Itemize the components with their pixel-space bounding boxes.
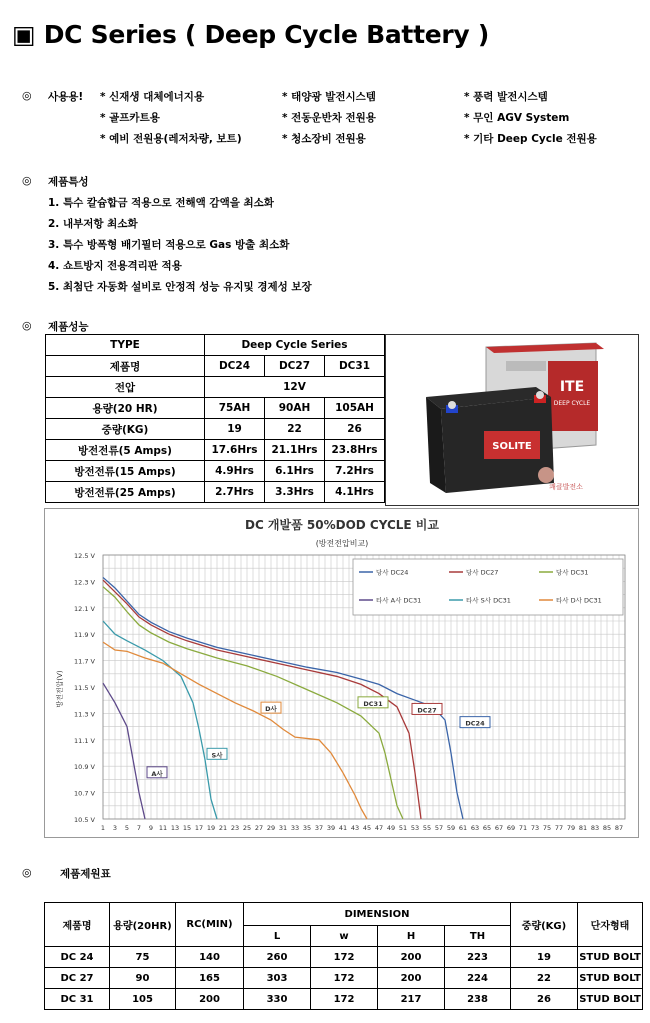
- y-tick-label: 12.5 V: [74, 552, 95, 560]
- x-tick-label: 69: [506, 824, 516, 832]
- header-weight: 중량(KG): [511, 903, 578, 947]
- x-tick-label: 33: [290, 824, 300, 832]
- cell: 23.8Hrs: [325, 440, 385, 461]
- cell: 26: [511, 989, 578, 1010]
- cell: DC 24: [45, 947, 110, 968]
- x-tick-label: 51: [398, 824, 408, 832]
- section-mark-icon: ◎: [22, 174, 32, 187]
- cell: STUD BOLT: [578, 947, 643, 968]
- usage-item: * 예비 전원용(레저차량, 보트): [100, 133, 242, 145]
- cell: 75: [110, 947, 176, 968]
- y-tick-label: 12.3 V: [74, 578, 95, 587]
- discharge-chart: [44, 508, 639, 838]
- section-mark-icon: ◎: [22, 89, 32, 102]
- chart-svg: [45, 509, 638, 837]
- x-tick-label: 73: [530, 824, 540, 832]
- cell: 200: [176, 989, 244, 1010]
- legend-label: 당사 DC24: [376, 568, 409, 577]
- cell: 26: [325, 419, 385, 440]
- cell: 90: [110, 968, 176, 989]
- features-label: 제품특성: [48, 176, 89, 188]
- y-tick-label: 11.5 V: [74, 684, 95, 692]
- cell: STUD BOLT: [578, 968, 643, 989]
- x-tick-label: 3: [112, 824, 118, 832]
- chart-title: DC 개발품 50%DOD CYCLE 비교: [244, 518, 440, 532]
- cell: STUD BOLT: [578, 989, 643, 1010]
- x-tick-label: 29: [266, 824, 276, 832]
- y-tick-label: 10.7 V: [74, 789, 95, 798]
- legend-label: 당사 DC31: [556, 568, 589, 577]
- cell: 19: [511, 947, 578, 968]
- cell: 223: [445, 947, 511, 968]
- x-tick-label: 9: [148, 824, 154, 832]
- y-tick-label: 10.9 V: [74, 763, 95, 772]
- battery-brand-text: SOLITE: [492, 441, 532, 452]
- x-tick-label: 31: [278, 824, 288, 832]
- table-row: [46, 377, 385, 398]
- legend-label: 타사 D사 DC31: [556, 596, 602, 605]
- table-row: [45, 947, 643, 968]
- x-tick-label: 55: [422, 824, 432, 832]
- feature-item: 1. 특수 칼슘합금 적용으로 전해액 감액을 최소화: [48, 197, 274, 209]
- y-tick-label: 11.3 V: [74, 710, 95, 719]
- usage-item: * 태양광 발전시스템: [282, 91, 376, 103]
- cell: 172: [311, 947, 378, 968]
- x-tick-label: 21: [218, 824, 228, 832]
- callout-label: DC24: [465, 719, 485, 728]
- table-row: [46, 440, 385, 461]
- x-tick-label: 11: [158, 824, 168, 832]
- usage-item: * 풍력 발전시스템: [464, 91, 548, 103]
- x-tick-label: 13: [170, 824, 180, 832]
- dimensions-label: 제품제원표: [60, 868, 111, 880]
- cell: DC24: [205, 356, 265, 377]
- cell: DC27: [265, 356, 325, 377]
- y-tick-label: 11.9 V: [74, 631, 95, 640]
- cell: DC 31: [45, 989, 110, 1010]
- usage-item: * 기타 Deep Cycle 전원용: [464, 133, 597, 145]
- cell: 17.6Hrs: [205, 440, 265, 461]
- x-tick-label: 43: [350, 824, 360, 832]
- section-mark-icon: ◎: [22, 319, 32, 332]
- x-tick-label: 81: [578, 824, 588, 832]
- legend-label: 타사 S사 DC31: [466, 596, 511, 605]
- x-tick-label: 37: [314, 824, 324, 832]
- x-tick-label: 83: [590, 824, 600, 832]
- x-tick-label: 27: [254, 824, 264, 832]
- cell: 22: [265, 419, 325, 440]
- x-tick-label: 85: [602, 824, 612, 832]
- y-tick-label: 11.7 V: [74, 657, 95, 666]
- feature-item: 3. 특수 방폭형 배기필터 적용으로 Gas 방출 최소화: [48, 239, 290, 251]
- x-tick-label: 57: [434, 824, 444, 832]
- legend-label: 당사 DC27: [466, 568, 499, 577]
- cell: 3.3Hrs: [265, 482, 325, 503]
- x-tick-label: 49: [386, 824, 396, 832]
- cell: 2.7Hrs: [205, 482, 265, 503]
- callout-label: S사: [211, 751, 223, 760]
- performance-label: 제품성능: [48, 321, 89, 333]
- feature-item: 2. 내부저항 최소화: [48, 218, 138, 230]
- x-tick-label: 1: [100, 824, 106, 832]
- cell: 4.9Hrs: [205, 461, 265, 482]
- feature-item: 5. 최첨단 자동화 설비로 안정적 성능 유지및 경제성 보장: [48, 281, 312, 293]
- x-tick-label: 77: [554, 824, 564, 832]
- header-l: L: [244, 926, 311, 947]
- header-rc: RC(MIN): [176, 903, 244, 947]
- header-name: 제품명: [45, 903, 110, 947]
- feature-item: 4. 쇼트방지 전용격리판 적용: [48, 260, 182, 272]
- header-th: TH: [445, 926, 511, 947]
- cell: 140: [176, 947, 244, 968]
- x-tick-label: 41: [338, 824, 348, 832]
- x-tick-label: 19: [206, 824, 216, 832]
- y-tick-label: 11.1 V: [74, 736, 95, 745]
- cell: 165: [176, 968, 244, 989]
- table-row: [46, 398, 385, 419]
- cell: 90AH: [265, 398, 325, 419]
- row-label: 중량(KG): [46, 419, 205, 440]
- cell: 4.1Hrs: [325, 482, 385, 503]
- x-tick-label: 61: [458, 824, 468, 832]
- box-model-text: DEEP CYCLE: [553, 400, 591, 407]
- row-label: 용량(20 HR): [46, 398, 205, 419]
- legend-label: 타사 A사 DC31: [376, 596, 422, 605]
- x-tick-label: 53: [410, 824, 420, 832]
- cell: 217: [378, 989, 445, 1010]
- x-tick-label: 5: [124, 824, 130, 832]
- row-label: 전압: [46, 377, 205, 398]
- cell: 200: [378, 968, 445, 989]
- cell: 200: [378, 947, 445, 968]
- table-row: [46, 419, 385, 440]
- cell: 7.2Hrs: [325, 461, 385, 482]
- x-tick-label: 65: [482, 824, 492, 832]
- table-row: [46, 356, 385, 377]
- row-label: 제품명: [46, 356, 205, 377]
- header-w: w: [311, 926, 378, 947]
- performance-table: [45, 334, 385, 503]
- cell: 303: [244, 968, 311, 989]
- usage-item: * 무인 AGV System: [464, 112, 570, 124]
- cell: 6.1Hrs: [265, 461, 325, 482]
- legend-box: [353, 559, 623, 615]
- header-dimension: DIMENSION: [244, 903, 511, 926]
- callout-label: DC31: [363, 699, 383, 708]
- row-label: 방전전류(15 Amps): [46, 461, 205, 482]
- section-mark-icon: ◎: [22, 866, 32, 879]
- y-tick-label: 10.5 V: [74, 816, 95, 824]
- usage-label: 사용용!: [48, 91, 84, 103]
- cell: 75AH: [205, 398, 265, 419]
- header-h: H: [378, 926, 445, 947]
- cell: 260: [244, 947, 311, 968]
- type-value: Deep Cycle Series: [205, 335, 385, 356]
- x-tick-label: 23: [230, 824, 240, 832]
- chart-ylabel: 방전전압(V): [56, 670, 64, 708]
- y-tick-label: 12.1 V: [74, 604, 95, 613]
- x-tick-label: 35: [302, 824, 312, 832]
- cell: 21.1Hrs: [265, 440, 325, 461]
- battery-image: [386, 335, 638, 505]
- stamp-text: 쾌클발전소: [549, 483, 583, 491]
- usage-item: * 골프카트용: [100, 112, 160, 124]
- table-row: [46, 461, 385, 482]
- x-tick-label: 87: [614, 824, 624, 832]
- page-title: ▣ DC Series ( Deep Cycle Battery ): [12, 20, 489, 49]
- cell: 224: [445, 968, 511, 989]
- callout-label: A사: [151, 769, 163, 778]
- product-photo: [385, 334, 639, 506]
- x-tick-label: 59: [446, 824, 456, 832]
- x-tick-label: 39: [326, 824, 336, 832]
- x-tick-label: 79: [566, 824, 576, 832]
- table-row: [45, 968, 643, 989]
- cell: 12V: [205, 377, 385, 398]
- cell: 105AH: [325, 398, 385, 419]
- header-capacity: 용량(20HR): [110, 903, 176, 947]
- usage-item: * 전동운반차 전원용: [282, 112, 376, 124]
- cell: 238: [445, 989, 511, 1010]
- header-terminal: 단자형태: [578, 903, 643, 947]
- x-tick-label: 7: [136, 824, 142, 832]
- cell: DC 27: [45, 968, 110, 989]
- cell: 105: [110, 989, 176, 1010]
- x-tick-label: 45: [362, 824, 372, 832]
- table-row: [46, 482, 385, 503]
- callout-label: DC27: [417, 706, 437, 715]
- cell: 22: [511, 968, 578, 989]
- x-tick-label: 15: [182, 824, 192, 832]
- chart-subtitle: (방전전압비교): [315, 539, 369, 548]
- x-tick-label: 47: [374, 824, 384, 832]
- x-tick-label: 71: [518, 824, 528, 832]
- x-tick-label: 75: [542, 824, 552, 832]
- x-tick-label: 17: [194, 824, 204, 832]
- x-tick-label: 25: [242, 824, 252, 832]
- x-tick-label: 63: [470, 824, 480, 832]
- cell: 330: [244, 989, 311, 1010]
- row-label: 방전전류(5 Amps): [46, 440, 205, 461]
- usage-item: * 신재생 대체에너지용: [100, 91, 205, 103]
- type-header: TYPE: [46, 335, 205, 356]
- row-label: 방전전류(25 Amps): [46, 482, 205, 503]
- cell: 172: [311, 968, 378, 989]
- usage-item: * 청소장비 전원용: [282, 133, 366, 145]
- x-tick-label: 67: [494, 824, 504, 832]
- table-row: [45, 989, 643, 1010]
- callout-label: D사: [265, 705, 277, 714]
- cell: 19: [205, 419, 265, 440]
- box-brand-text: ITE: [559, 379, 585, 395]
- dimensions-table: [44, 902, 643, 1010]
- cell: DC31: [325, 356, 385, 377]
- cell: 172: [311, 989, 378, 1010]
